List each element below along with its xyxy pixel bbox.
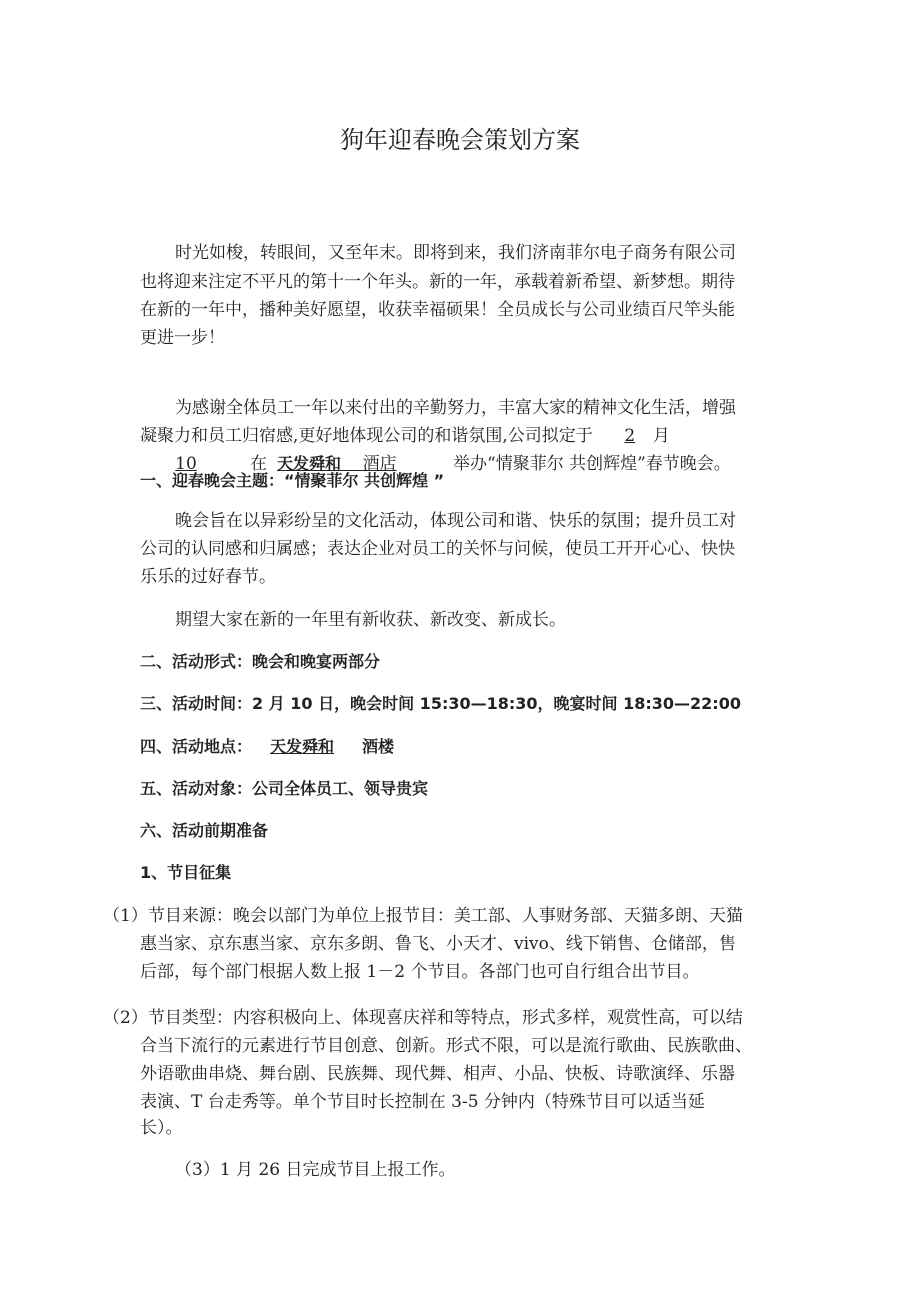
text: 凝聚力和员工归宿感,更好地体现公司的和谐氛围,公司拟定于 [140,426,593,446]
list-item-line: 长）。 [140,1118,183,1138]
section-heading: 五、活动对象：公司全体员工、领导贵宾 [140,779,429,798]
paragraph-line: 公司的认同感和归属感；表达企业对员工的关怀与问候，使员工开开心心、快快 [140,539,735,559]
list-item-line: 表演、T 台走秀等。单个节目时长控制在 3-5 分钟内（特殊节目可以适当延 [140,1092,705,1112]
text: 月 [652,426,670,446]
day-blank: 10 [175,454,197,474]
venue: 天发舜和 [270,737,335,756]
section-heading: 一、迎春晚会主题：“情聚菲尔 共创辉煌 ” [140,471,445,490]
label: 四、活动地点： [140,737,253,756]
list-item-line: （2）节目类型：内容积极向上、体现喜庆祥和等特点，形式多样，观赏性高，可以结 [103,1008,743,1028]
list-item-line: 合当下流行的元素进行节目创意、创新。形式不限，可以是流行歌曲、民族歌曲、 [140,1036,752,1056]
paragraph-line [140,424,780,448]
paragraph-line: 为感谢全体员工一年以来付出的辛勤努力，丰富大家的精神文化生活，增强 [175,398,736,418]
list-item-line: 后部，每个部门根据人数上报 1－2 个节目。各部门也可自行组合出节目。 [140,962,700,982]
document-title: 狗年迎春晚会策划方案 [340,126,580,154]
list-item-line: 外语歌曲串烧、舞台剧、民族舞、现代舞、相声、小品、快板、诗歌演绎、乐器 [140,1064,735,1084]
paragraph-line: 也将迎来注定不平凡的第十一个年头。新的一年，承载着新希望、新梦想。期待 [140,272,735,292]
paragraph-line: 乐乐的过好春节。 [140,567,276,587]
paragraph-line: 期望大家在新的一年里有新收获、新改变、新成长。 [175,610,566,630]
section-heading: 六、活动前期准备 [140,821,269,840]
month-blank: 2 [624,426,636,446]
section-heading: 二、活动形式：晚会和晚宴两部分 [140,652,381,671]
section-heading [140,735,394,759]
section-heading: 三、活动时间：2 月 10 日，晚会时间 15:30—18:30，晚宴时间 18:30—22:00 [140,694,741,713]
venue: 天发舜和 [277,454,342,473]
paragraph-line: 在新的一年中，播种美好愿望，收获幸福硕果！全员成长与公司业绩百尺竿头能 [140,300,735,320]
subsection-heading: 1、节目征集 [140,863,232,882]
text: 举办“情聚菲尔 共创辉煌”春节晚会。 [453,454,731,474]
list-item-line: （1）节目来源：晚会以部门为单位上报节目：美工部、人事财务部、天猫多朗、天猫 [103,906,743,926]
paragraph-line: 更进一步！ [140,328,225,348]
suffix: 酒楼 [362,737,395,756]
list-item-line: 惠当家、京东惠当家、京东多朗、鲁飞、小天才、vivo、线下销售、仓储部，售 [140,934,736,954]
list-item-line: （3）1 月 26 日完成节目上报工作。 [175,1160,456,1180]
text: 在 [250,454,267,474]
paragraph-line: 晚会旨在以异彩纷呈的文化活动，体现公司和谐、快乐的氛围；提升员工对 [175,511,736,531]
paragraph-line: 时光如梭，转眼间，又至年末。即将到来，我们济南菲尔电子商务有限公司 [175,243,736,263]
venue-type: 酒店 [362,454,397,474]
